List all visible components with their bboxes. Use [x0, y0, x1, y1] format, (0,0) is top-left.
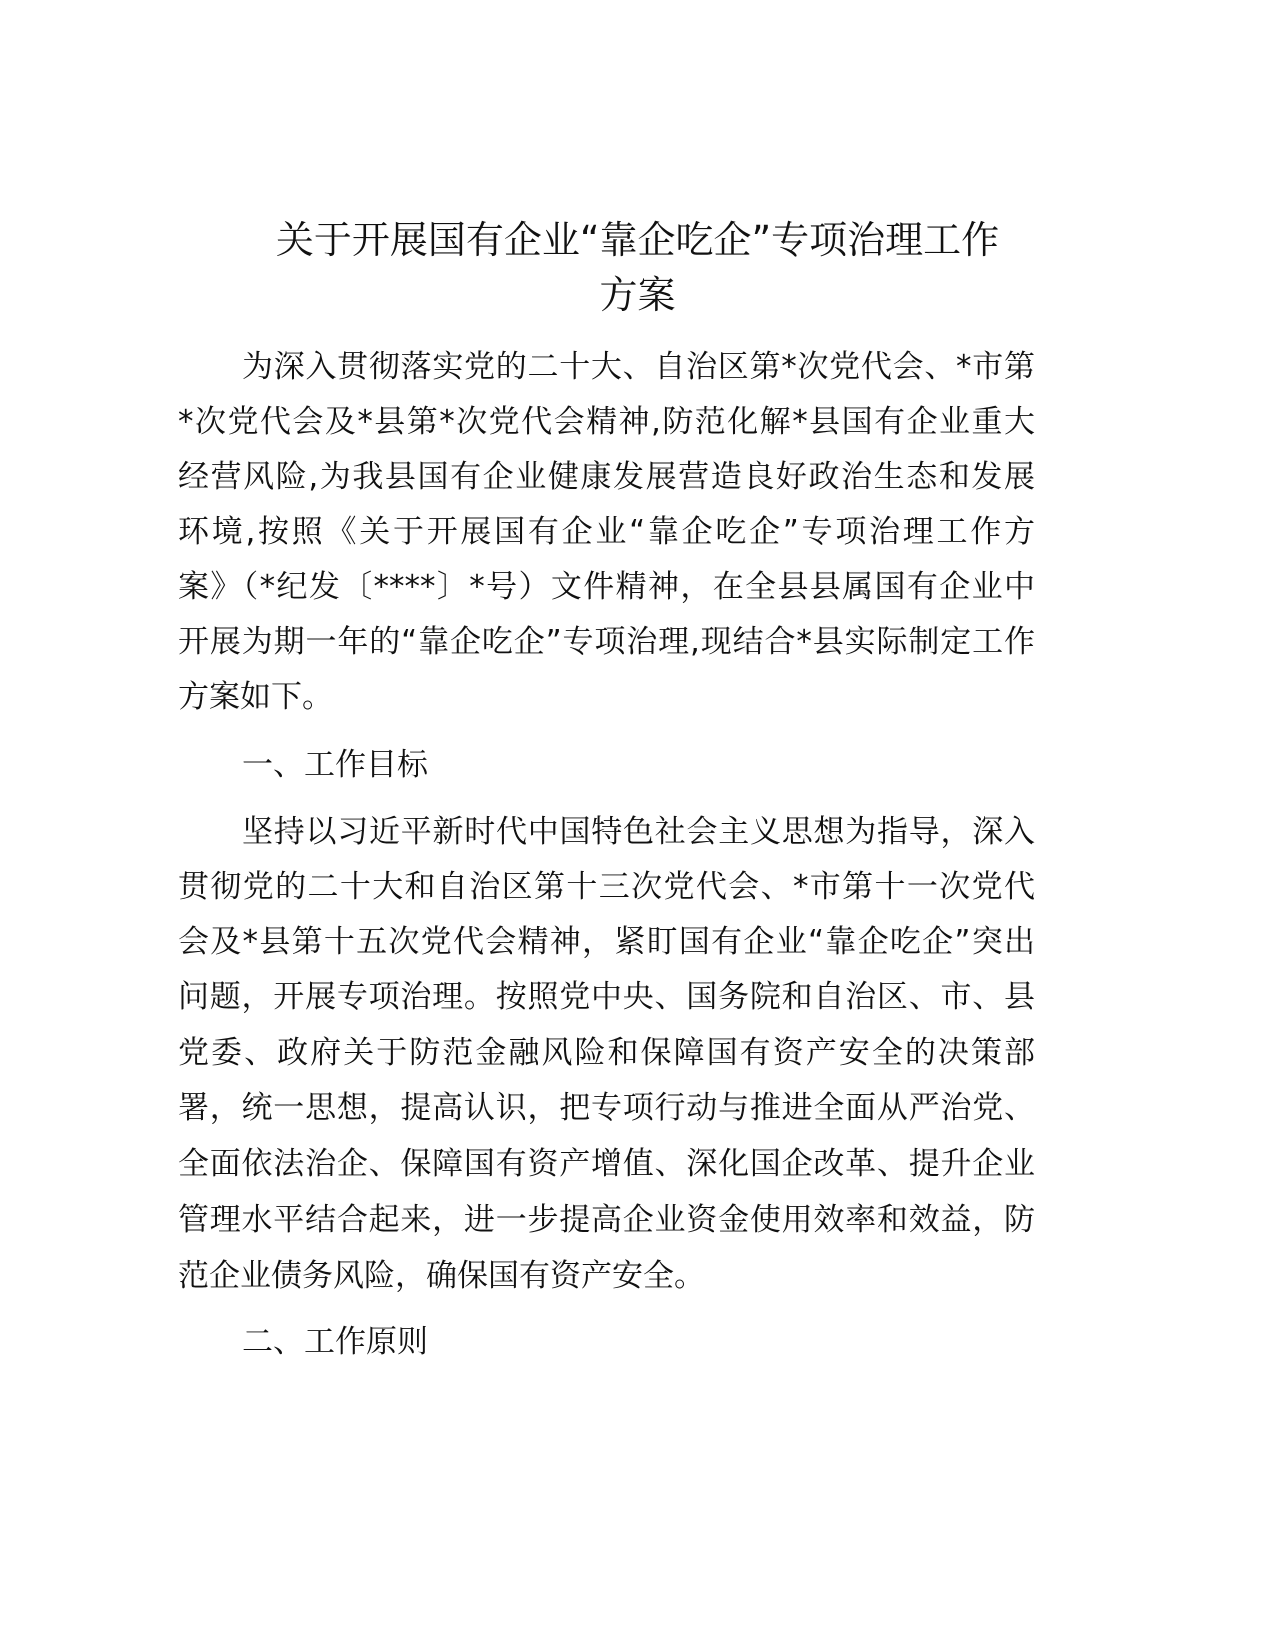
intro-line: 为深入贯彻落实党的二十大、自治区第*次党代会、*市第 — [242, 349, 1035, 385]
goal-line: 贯彻党的二十大和自治区第十三次党代会、*市第十一次党代 — [178, 869, 1035, 905]
intro-line: 方案如下。 — [178, 679, 333, 715]
goal-line: 党委、政府关于防范金融风险和保障国有资产安全的决策部 — [178, 1035, 1035, 1071]
intro-line: 案》（*纪发〔****〕*号）文件精神，在全县县属国有企业中 — [178, 569, 1035, 605]
section-heading-goals: 一、工作目标 — [242, 747, 428, 783]
goal-line: 管理水平结合起来，进一步提高企业资金使用效率和效益，防 — [178, 1202, 1035, 1238]
goal-line: 全面依法治企、保障国有资产增值、深化国企改革、提升企业 — [178, 1146, 1035, 1182]
intro-line: 环境,按照《关于开展国有企业“靠企吃企”专项治理工作方 — [178, 514, 1035, 550]
document-title-line-2: 方案 — [599, 273, 676, 317]
goal-line: 署，统一思想，提高认识，把专项行动与推进全面从严治党、 — [178, 1090, 1035, 1126]
goal-line: 范企业债务风险，确保国有资产安全。 — [178, 1258, 705, 1294]
section-heading-principles: 二、工作原则 — [242, 1324, 428, 1360]
goal-line: 坚持以习近平新时代中国特色社会主义思想为指导，深入 — [242, 814, 1035, 850]
intro-line: 开展为期一年的“靠企吃企”专项治理,现结合*县实际制定工作 — [178, 624, 1035, 660]
intro-line: *次党代会及*县第*次党代会精神,防范化解*县国有企业重大 — [178, 404, 1035, 440]
document-title-line-1: 关于开展国有企业“靠企吃企”专项治理工作 — [275, 218, 1000, 262]
goal-line: 问题，开展专项治理。按照党中央、国务院和自治区、市、县 — [178, 979, 1035, 1015]
intro-line: 经营风险,为我县国有企业健康发展营造良好政治生态和发展 — [178, 459, 1035, 495]
goal-line: 会及*县第十五次党代会精神，紧盯国有企业“靠企吃企”突出 — [178, 924, 1035, 960]
